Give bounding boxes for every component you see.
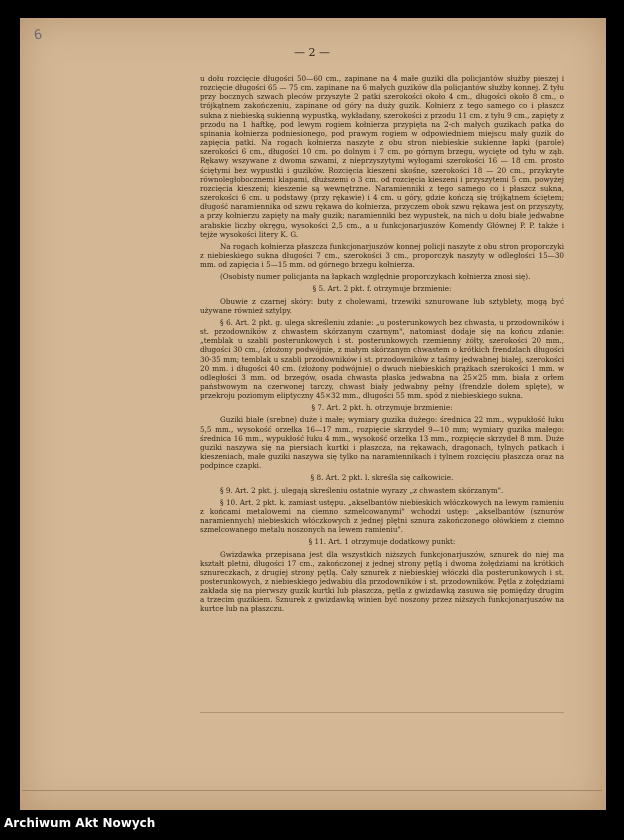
paragraph: (Osobisty numer policjanta na łapkach względnie proporczykach kołnierza znosi się).	[220, 272, 531, 282]
paragraph: Obuwie z czarnej skóry: buty z cholewami, trzewiki sznurowane lub sztyblety, mogą być używane również sztylpy.	[200, 296, 564, 315]
page-number: — 2 —	[294, 46, 330, 59]
paragraph: u dołu rozcięcie długości 50—60 cm., zapinane na 4 małe guziki dla policjantów służby pieszej i rozcięcie długości 65 — 75 cm. zapinane na 6 małych guzików dla policjantów służby konnej. Z tyłu przy bocznych szwach pleców przyszyte 2 patki szerokości około 4 cm., długości około 8 cm., o trójkątnem zakończeniu, zapinane od góry na duży guzik. Kołnierz z tego samego co i płaszcz sukna z niebieską sukienną wypustką, wykładany, szerokości z przodu 11 cm. z tyłu 9 cm., zapięty z przodu na 1 haftkę, pod lewym rogiem kołnierza przypięta na 2-ch małych guzikach patka do spinania kołnierza podniesionego, pod prawym rogiem w odpowiedniem miejscu mały guzik do zapięcia patki. Na rogach kołnierza naszyte z obu stron niebieskie sukienne łapki (parole) szerokości 6 cm., długości 10 cm. po dolnym i 7 cm. po górnym brzegu, wycięte od tyłu w ząb. Rękawy wszywane z dwoma szwami, z nieprzyszytymi wyłogami szerokości 16 — 18 cm. prosto ściętymi bez wypustki i guzików. Rozcięcia kieszeni skośne, szerokości 18 — 20 cm., przykryte równoległobocznemi klapami, dłuższemi o 3 cm. od rozcięcia kieszeni i przyszytemi 5 cm. powyżej rozcięcia kieszeni; kieszenie są wewnętrzne. Naramienniki z tego samego co i płaszcz sukna, szerokości 6 cm. u podstawy (przy rękawie) i 4 cm. u góry, gdzie kończą się trójkątnem ściętem; długość naramiennika od szwu rękawa do kołnierza, przyczem obok szwu rękawa jest on przyszyty, a przy kołnierzu zapięty na mały guzik; naramienniki bez wypustek, na nich u dołu białe jedwabne arabskie liczby okręgu, wysokości 2,5 cm., a u funkcjonarjuszów Komendy Głównej P. P. także i tejże wysokości litery K. G.	[200, 74, 564, 239]
paragraph: § 10. Art. 2 pkt. k. zamiast ustępu. „akselbantów niebieskich włóczkowych na lewym ramieniu z końcami metalowemi na ciemno szmelcowanymi" wchodzi ustęp: „akselbantów (sznurów naramiennych) niebieskich włóczkowych z jednej plętni sznura zakończonego ołówkiem z ciemno szmelcowanego metalu noszonych na lewem ramieniu".	[200, 497, 564, 535]
document-body	[200, 74, 564, 614]
paragraph: Gwizdawka przepisana jest dla wszystkich niższych funkcjonarjuszów, sznurek do niej ma kształt pletni, długości 17 cm., zakończonej z jednej strony pętlą i dwoma żołędziami na krótkich sznureczkach, z drugiej strony pętlą. Cały sznurek z niebieskiej włóczki dla posterunkowych i st. posterunkowych, z niebieskiego jedwabiu dla przodowników i st. przodowników. Pętla z żołędziami zakłada się na pierwszy guzik kurtki lub płaszcza, pętla z gwizdawką zasuwa się pomiędzy drugim a trzecim guzikiem. Sznurek z gwizdawką winien być noszony przez niższych funkcjonarjuszów na kurtce lub na płaszczu.	[200, 549, 564, 614]
paragraph: § 9. Art. 2 pkt. j. ulegają skreśleniu ostatnie wyrazy „z chwastem skórzanym".	[220, 485, 504, 495]
page-bottom-line	[22, 790, 602, 791]
paragraph: § 6. Art. 2 pkt. g. ulega skreśleniu zdanie: „u posterunkowych bez chwasta, u przodowników i st. przodowników z chwastem skórzanym czarnym", natomiast dodaje się na końcu zdanie: „temblak u szabli posterunkowych i st. posterunkowych rzemienny żółty, szerokości 20 mm., długości 30 cm., (złożony podwójnie, z małym skórzanym chwastem o krótkich frendzlach długości 30-35 mm; temblak u szabli przodowników i st. przodowników z taśmy jedwabnej białej, szerokości 20 mm. i długości 40 cm. (złożony podwójnie) o dwuch niebieskich prążkach szerokości 1 mm. w odległości 3 mm. od brzegów, osada chwasta płaska jedwabna na 25×25 mm. biała z orłem państwowym na czerwonej tarczy, chwast biały jedwabny pełny (frendzle dołem splęte), w przekroju poziomym eliptyczny 45×32 mm., długości 55 mm. spód z niebieskiego sukna.	[200, 317, 564, 401]
archive-label: Archiwum Akt Nowych	[4, 816, 156, 830]
pencil-mark: 6	[32, 27, 44, 44]
divider	[200, 712, 564, 713]
paragraph: Guziki białe (srebne) duże i małe; wymiary guzika dużego: średnica 22 mm., wypukłość łuku 5,5 mm., wysokość orzełka 16—17 mm., rozpięcie skrzydeł 9—10 mm; wymiary guzika małego: średnica 16 mm., wypukłość łuku 4 mm., wysokość orzełka 13 mm., rozpięcie skrzydeł 8 mm. Duże guziki naszywa się na piersiach kurtki i płaszcza, na rękawach, dragonach, tylnych patkach i kieszeniach, małe guziki naszywa się tylko na naramiennikach i tylnem rozcięciu płaszcza oraz na podpince czapki.	[200, 415, 564, 471]
section-heading: § 11. Art. 1 otrzymuje dodatkowy punkt:	[308, 537, 456, 547]
section-heading: § 8. Art. 2 pkt. l. skreśla się całkowicie.	[310, 473, 454, 483]
paragraph: Na rogach kołnierza płaszcza funkcjonarjuszów konnej policji naszyte z obu stron proporczyki z niebieskiego sukna długości 7 cm., szerokości 3 cm., proporczyk naszyty w odległości 15—30 mm. od zapięcia i 5—15 mm. od górnego brzegu kołnierza.	[200, 241, 564, 270]
section-heading: § 5. Art. 2 pkt. f. otrzymuje brzmienie:	[312, 284, 452, 294]
section-heading: § 7. Art. 2 pkt. h. otrzymuje brzmienie:	[311, 403, 453, 413]
